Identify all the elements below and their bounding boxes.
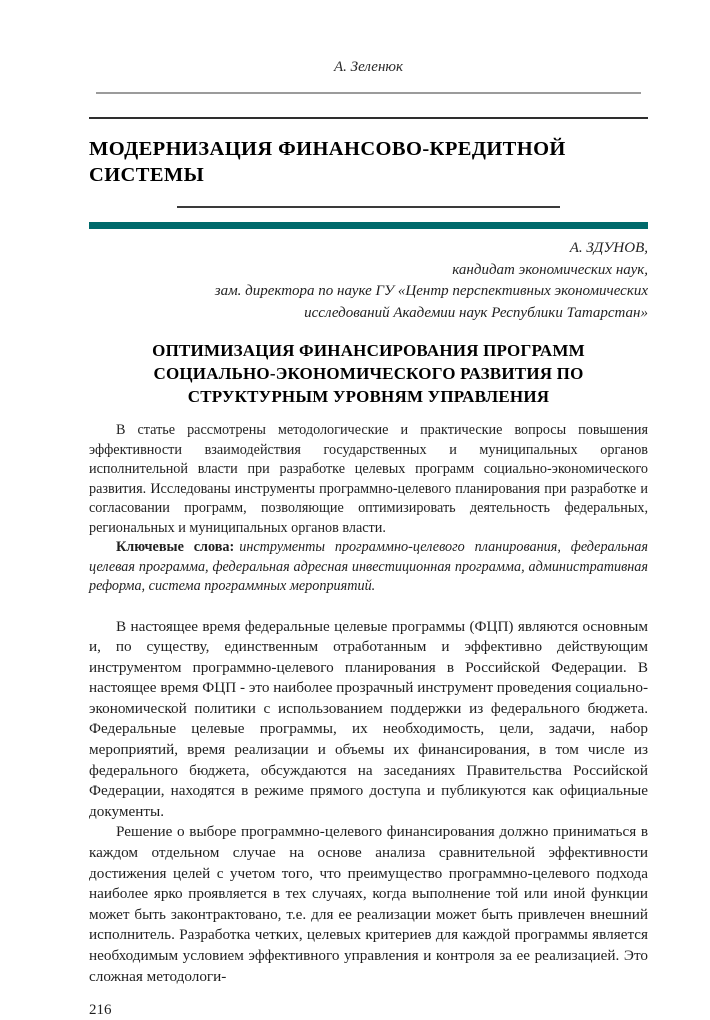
- author-degree-line: кандидат экономических наук,: [452, 261, 648, 278]
- section-title: МОДЕРНИЗАЦИЯ ФИНАНСОВО-КРЕДИТНОЙ СИСТЕМЫ: [89, 138, 566, 186]
- abstract-paragraph: В статье рассмотрены методологические и практические вопросы повышения эффективности взаимодействия государственных и муниципальных органов исполнительной власти при разработке целевых программ социально-экономического развития. Исследованы инструменты программно-целевого планирования при разработке и согласовании программ, позволяющие оптимизировать деятельность федеральных, региональных и муниципальных органов власти.: [89, 422, 648, 536]
- keywords-paragraph: [89, 538, 648, 597]
- abstract-block: [89, 421, 648, 597]
- author-block: [89, 238, 648, 324]
- accent-bar: [89, 222, 648, 229]
- header-rule-top: [96, 92, 641, 94]
- author-name-line: А. ЗДУНОВ,: [569, 240, 648, 256]
- body-paragraph-2: Решение о выборе программно-целевого финансирования должно приниматься в каждом отдельном случае на основе анализа сравнительной эффективности достижения целей с учетом того, что преимущество программно-целевого подхода наиболее ярко проявляется в тех случаях, когда выполнение той или иной функции может быть законтрактовано, т.е. для ее реализации может быть привлечен внешний исполнитель. Разработка четких, целевых критериев для каждой программы является необходимым условием эффективного управления и контроля за ее реализацией. Это сложная методологи-: [89, 823, 648, 985]
- keywords-text: инструменты программно-целевого планирования, федеральная целевая программа, федеральная адресная инвестиционная программа, административная реформа, система программных мероприятий.: [89, 539, 648, 594]
- section-title-rule: [177, 206, 560, 208]
- page-number: 216: [89, 1002, 112, 1019]
- body-paragraph-1: В настоящее время федеральные целевые программы (ФЦП) являются основным и, по существу, единственным отработанным и эффективно действующим инструментом программно-целевого планирования в Российской Федерации. В настоящее время ФЦП - это наиболее прозрачный инструмент проведения социально-экономической политики с использованием поддержки из федерального бюджета. Федеральные целевые программы, их необходимость, цели, задачи, набор мероприятий, время реализации и объемы их финансирования, в том числе из федерального бюджета, обсуждаются на заседаниях Правительства Российской Федерации, находятся в режиме прямого доступа и публикуются как официальные документы.: [89, 617, 648, 820]
- article-body: [89, 617, 648, 988]
- article-title: ОПТИМИЗАЦИЯ ФИНАНСИРОВАНИЯ ПРОГРАММ СОЦИАЛЬНО-ЭКОНОМИЧЕСКОГО РАЗВИТИЯ ПО СТРУКТУРНЫМ УРОВНЯМ УПРАВЛЕНИЯ: [152, 341, 585, 406]
- author-affiliation-line: исследований Академии наук Республики Татарстан»: [304, 304, 648, 321]
- running-head: А. Зеленюк: [334, 59, 403, 75]
- keywords-label: Ключевые слова:: [116, 539, 235, 555]
- author-position-line: зам. директора по науке ГУ «Центр перспективных экономических: [214, 283, 648, 299]
- header-rule-bottom: [89, 117, 648, 119]
